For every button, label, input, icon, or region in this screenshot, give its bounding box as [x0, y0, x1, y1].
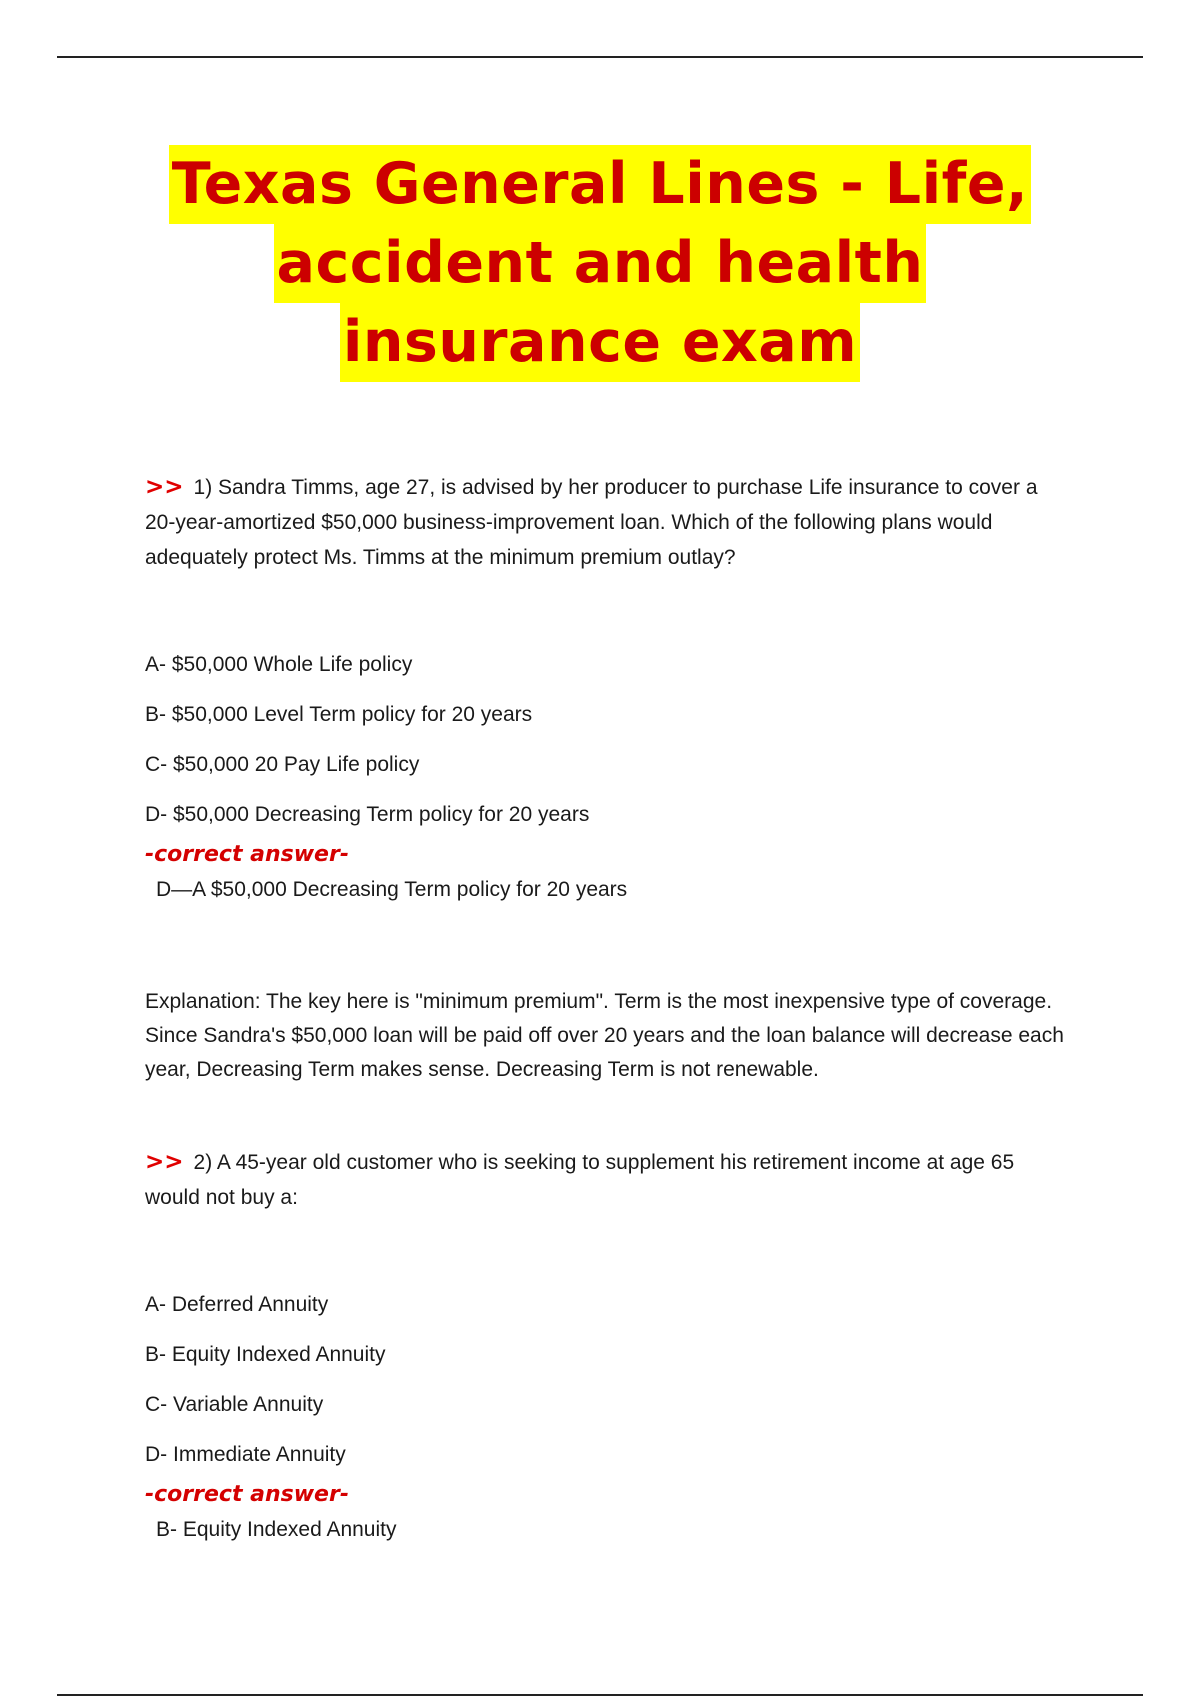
correct-answer-label: -correct answer- [145, 842, 349, 867]
answer-option: D- $50,000 Decreasing Term policy for 20 years [145, 803, 590, 826]
title-line: Texas General Lines - Life, [169, 145, 1031, 224]
document-title [0, 145, 1200, 382]
correct-answer: D—A $50,000 Decreasing Term policy for 20 years [156, 878, 628, 901]
title-line: insurance exam [340, 303, 860, 382]
answer-option: C- $50,000 20 Pay Life policy [145, 753, 420, 776]
bottom-rule [57, 1694, 1143, 1696]
title-line: accident and health [274, 224, 927, 303]
answer-options [145, 1280, 1065, 1480]
answer-option: C- Variable Annuity [145, 1393, 324, 1416]
correct-answer-label: -correct answer- [145, 1482, 349, 1507]
answer-option: B- Equity Indexed Annuity [145, 1343, 386, 1366]
question-1 [145, 470, 1065, 1087]
answer-option: A- $50,000 Whole Life policy [145, 653, 413, 676]
question-2 [145, 1145, 1065, 1550]
answer-option: B- $50,000 Level Term policy for 20 years [145, 703, 533, 726]
question-marker-icon: >> [145, 474, 184, 500]
question-stem: 2) A 45-year old customer who is seeking to supplement his retirement income at age 65 would not buy a: [145, 1151, 1015, 1209]
answer-option: D- Immediate Annuity [145, 1443, 346, 1466]
correct-answer: B- Equity Indexed Annuity [156, 1518, 397, 1541]
question-stem: 1) Sandra Timms, age 27, is advised by her producer to purchase Life insurance to cover a 20-year-amortized $50,000 business-improvement loan. Which of the following plans would adequately protect Ms. Timms at the minimum premium outlay? [145, 476, 1038, 569]
question-text [145, 470, 1065, 575]
explanation: Explanation: The key here is "minimum premium". Term is the most inexpensive type of coverage. Since Sandra's $50,000 loan will be paid off over 20 years and the loan balance will decrease each year, Decreasing Term makes sense. Decreasing Term is not renewable. [145, 990, 1064, 1081]
top-rule [57, 56, 1143, 58]
question-text [145, 1145, 1065, 1215]
answer-options [145, 640, 1065, 840]
question-marker-icon: >> [145, 1149, 184, 1175]
answer-option: A- Deferred Annuity [145, 1293, 329, 1316]
